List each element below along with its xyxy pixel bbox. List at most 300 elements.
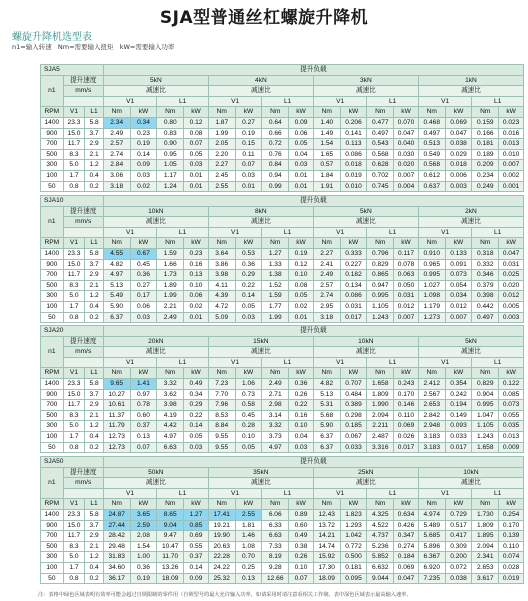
value-cell: 0.110	[499, 541, 524, 552]
value-cell: 2.74	[313, 291, 340, 302]
load-value: 1kN	[418, 75, 523, 86]
value-cell: 0.37	[184, 552, 209, 563]
value-cell: 0.57	[313, 160, 340, 171]
value-cell: 0.15	[235, 139, 262, 150]
value-cell: 0.095	[340, 573, 367, 584]
rpm-cell: 700	[41, 400, 64, 411]
value-cell: 0.965	[418, 259, 445, 270]
value-cell: 11.70	[157, 552, 184, 563]
value-cell: 5.8	[85, 378, 104, 389]
ratio-v1: V1	[418, 488, 472, 499]
value-cell: 0.2	[85, 442, 104, 453]
table-row	[41, 248, 524, 259]
value-cell: 0.426	[394, 520, 419, 531]
value-cell: 4.325	[367, 509, 394, 520]
kw-header: kW	[184, 368, 209, 379]
value-cell: 1.06	[235, 378, 262, 389]
value-cell: 3.64	[208, 248, 235, 259]
kw-header: kW	[445, 238, 472, 249]
value-cell: 6.63	[157, 442, 184, 453]
value-cell: 0.60	[289, 520, 314, 531]
value-cell: 0.637	[418, 181, 445, 192]
value-cell: 2.653	[418, 400, 445, 411]
rpm-header: RPM	[41, 368, 64, 379]
value-cell: 0.234	[472, 170, 499, 181]
value-cell: 1.027	[418, 280, 445, 291]
value-cell: 3.62	[157, 389, 184, 400]
value-cell: 3.18	[313, 312, 340, 323]
value-cell: 17.30	[313, 562, 340, 573]
value-cell: 4.39	[208, 291, 235, 302]
value-cell: 1.59	[262, 291, 289, 302]
blank-cell	[63, 227, 103, 238]
value-cell: 1.273	[418, 312, 445, 323]
data-table	[40, 325, 524, 453]
value-cell: 1.658	[472, 442, 499, 453]
rpm-header: RPM	[41, 107, 64, 118]
value-cell: 1.243	[367, 312, 394, 323]
load-value: 15kN	[208, 336, 313, 347]
value-cell: 0.047	[499, 248, 524, 259]
value-cell: 0.063	[394, 270, 419, 281]
load-value: 35kN	[208, 467, 313, 478]
value-cell: 1.7	[63, 301, 85, 312]
l1-header: L1	[85, 499, 104, 510]
value-cell: 0.028	[499, 562, 524, 573]
value-cell: 0.76	[262, 149, 289, 160]
ratio-v1: V1	[313, 357, 367, 368]
value-cell: 1.179	[418, 301, 445, 312]
value-cell: 6.37	[313, 431, 340, 442]
speed-header: 提升速度	[63, 206, 103, 217]
value-cell: 0.14	[184, 562, 209, 573]
value-cell: 0.4	[85, 301, 104, 312]
value-cell: 1.40	[313, 117, 340, 128]
value-cell: 0.047	[394, 128, 419, 139]
value-cell: 0.06	[130, 301, 157, 312]
value-cell: 0.005	[499, 301, 524, 312]
value-cell: 0.89	[289, 509, 314, 520]
value-cell: 0.468	[418, 117, 445, 128]
table-row	[41, 541, 524, 552]
value-cell: 9.28	[262, 562, 289, 573]
value-cell: 0.22	[184, 410, 209, 421]
value-cell: 11.7	[63, 531, 85, 542]
value-cell: 0.02	[289, 301, 314, 312]
value-cell: 3.14	[262, 410, 289, 421]
value-cell: 1.41	[130, 378, 157, 389]
value-cell: 0.242	[445, 389, 472, 400]
value-cell: 0.023	[499, 117, 524, 128]
value-cell: 0.033	[445, 431, 472, 442]
value-cell: 1.27	[184, 509, 209, 520]
value-cell: 0.034	[445, 291, 472, 302]
value-cell: 5.0	[63, 421, 85, 432]
value-cell: 5.13	[103, 280, 130, 291]
nm-header: Nm	[157, 499, 184, 510]
ratio-l1: L1	[157, 357, 208, 368]
value-cell: 2.9	[85, 139, 104, 150]
value-cell: 0.707	[340, 378, 367, 389]
load-header: 提升负载	[103, 65, 523, 76]
kw-header: kW	[235, 238, 262, 249]
table-row	[41, 280, 524, 291]
value-cell: 1.66	[157, 259, 184, 270]
value-cell: 0.05	[235, 442, 262, 453]
value-cell: 0.073	[445, 270, 472, 281]
ratio-v1: V1	[208, 488, 262, 499]
value-cell: 1.91	[313, 181, 340, 192]
table-row	[41, 312, 524, 323]
value-cell: 15.0	[63, 389, 85, 400]
value-cell: 9.044	[367, 573, 394, 584]
nm-header: Nm	[208, 368, 235, 379]
load-header: 提升负载	[103, 196, 523, 207]
value-cell: 2.98	[262, 400, 289, 411]
value-cell: 2.27	[208, 160, 235, 171]
value-cell: 1.2	[85, 552, 104, 563]
data-table	[40, 64, 524, 192]
table-row	[41, 562, 524, 573]
value-cell: 0.346	[472, 270, 499, 281]
ratio-v1: V1	[313, 227, 367, 238]
value-cell: 18.09	[313, 573, 340, 584]
rpm-header: RPM	[41, 499, 64, 510]
section-subtitle: 螺旋升降机选型表	[12, 32, 92, 43]
value-cell: 0.06	[289, 128, 314, 139]
value-cell: 1.809	[367, 389, 394, 400]
value-cell: 0.49	[289, 531, 314, 542]
value-cell: 31.83	[103, 552, 130, 563]
value-cell: 9.55	[208, 442, 235, 453]
value-cell: 0.026	[394, 431, 419, 442]
value-cell: 0.033	[340, 442, 367, 453]
value-cell: 9.55	[208, 431, 235, 442]
value-cell: 8.19	[262, 552, 289, 563]
value-cell: 0.035	[499, 421, 524, 432]
value-cell: 0.149	[445, 410, 472, 421]
value-cell: 5.8	[85, 509, 104, 520]
value-cell: 0.012	[445, 301, 472, 312]
value-cell: 0.007	[445, 312, 472, 323]
value-cell: 2.21	[157, 301, 184, 312]
value-cell: 2.842	[418, 410, 445, 421]
value-cell: 0.12	[289, 259, 314, 270]
nm-header: Nm	[208, 107, 235, 118]
value-cell: 0.03	[130, 312, 157, 323]
value-cell: 0.38	[289, 541, 314, 552]
value-cell: 7.96	[208, 400, 235, 411]
ratio-header: 减速比	[313, 347, 418, 358]
value-cell: 2.34	[103, 117, 130, 128]
ratio-header: 减速比	[103, 478, 208, 489]
value-cell: 0.184	[394, 552, 419, 563]
value-cell: 0.040	[394, 139, 419, 150]
value-cell: 0.170	[394, 389, 419, 400]
rpm-cell: 500	[41, 149, 64, 160]
ratio-v1: V1	[208, 227, 262, 238]
value-cell: 36.17	[103, 573, 130, 584]
value-cell: 5.8	[85, 248, 104, 259]
value-cell: 0.110	[394, 410, 419, 421]
value-cell: 5.49	[103, 291, 130, 302]
nm-header: Nm	[208, 238, 235, 249]
value-cell: 1.24	[157, 181, 184, 192]
value-cell: 2.95	[313, 301, 340, 312]
value-cell: 11.7	[63, 139, 85, 150]
ratio-header: 减速比	[313, 86, 418, 97]
value-cell: 0.16	[289, 410, 314, 421]
value-cell: 15.0	[63, 259, 85, 270]
nm-header: Nm	[313, 107, 340, 118]
ratio-header: 减速比	[208, 217, 313, 228]
kw-header: kW	[445, 107, 472, 118]
value-cell: 0.139	[499, 531, 524, 542]
value-cell: 2.74	[103, 149, 130, 160]
speed-header: 提升速度	[63, 75, 103, 86]
value-cell: 1.08	[235, 541, 262, 552]
value-cell: 5.68	[313, 410, 340, 421]
rpm-cell: 50	[41, 181, 64, 192]
value-cell: 11.79	[103, 421, 130, 432]
value-cell: 0.34	[130, 117, 157, 128]
value-cell: 0.8	[63, 312, 85, 323]
value-cell: 0.11	[235, 149, 262, 160]
speed-unit: mm/s	[63, 217, 103, 228]
value-cell: 5.0	[63, 160, 85, 171]
value-cell: 3.7	[85, 389, 104, 400]
load-value: 10kN	[103, 206, 208, 217]
value-cell: 0.078	[394, 259, 419, 270]
kw-header: kW	[289, 238, 314, 249]
value-cell: 4.97	[103, 270, 130, 281]
kw-header: kW	[394, 107, 419, 118]
value-cell: 0.543	[367, 139, 394, 150]
value-cell: 0.53	[235, 248, 262, 259]
value-cell: 0.829	[367, 259, 394, 270]
ratio-l1: L1	[367, 488, 418, 499]
rpm-cell: 100	[41, 301, 64, 312]
value-cell: 0.074	[499, 552, 524, 563]
value-cell: 2.71	[262, 389, 289, 400]
nm-header: Nm	[313, 238, 340, 249]
value-cell: 0.047	[394, 573, 419, 584]
value-cell: 4.72	[208, 301, 235, 312]
ratio-l1: L1	[367, 357, 418, 368]
value-cell: 1.990	[367, 400, 394, 411]
ratio-l1: L1	[472, 96, 524, 107]
ratio-v1: V1	[418, 227, 472, 238]
value-cell: 17.41	[208, 509, 235, 520]
value-cell: 0.072	[445, 562, 472, 573]
ratio-l1: L1	[262, 357, 313, 368]
value-cell: 0.27	[130, 280, 157, 291]
value-cell: 0.03	[289, 442, 314, 453]
ratio-header: 减速比	[208, 478, 313, 489]
ratio-l1: L1	[472, 488, 524, 499]
value-cell: 0.745	[367, 181, 394, 192]
value-cell: 0.134	[340, 280, 367, 291]
value-cell: 0.12	[184, 117, 209, 128]
value-cell: 29.48	[103, 541, 130, 552]
value-cell: 3.617	[472, 573, 499, 584]
value-cell: 0.332	[472, 259, 499, 270]
value-cell: 0.70	[235, 552, 262, 563]
value-cell: 0.69	[184, 531, 209, 542]
value-cell: 0.085	[499, 389, 524, 400]
value-cell: 4.974	[418, 509, 445, 520]
rpm-cell: 100	[41, 170, 64, 181]
value-cell: 13.26	[157, 562, 184, 573]
rpm-cell: 900	[41, 389, 64, 400]
data-table	[40, 456, 524, 584]
value-cell: 2.653	[472, 562, 499, 573]
value-cell: 2.1	[85, 541, 104, 552]
rpm-cell: 500	[41, 541, 64, 552]
value-cell: 0.185	[340, 421, 367, 432]
load-value: 8kN	[208, 206, 313, 217]
value-cell: 0.017	[340, 312, 367, 323]
value-cell: 4.737	[367, 531, 394, 542]
value-cell: 2.08	[130, 531, 157, 542]
value-cell: 19.21	[208, 520, 235, 531]
value-cell: 0.05	[289, 291, 314, 302]
value-cell: 0.947	[367, 280, 394, 291]
value-cell: 4.82	[313, 378, 340, 389]
nm-header: Nm	[367, 499, 394, 510]
value-cell: 1.99	[157, 291, 184, 302]
kw-header: kW	[289, 107, 314, 118]
ratio-header: 减速比	[313, 217, 418, 228]
value-cell: 15.92	[313, 552, 340, 563]
table-row	[41, 421, 524, 432]
value-cell: 0.007	[394, 312, 419, 323]
value-cell: 0.146	[394, 400, 419, 411]
value-cell: 0.628	[367, 160, 394, 171]
rpm-cell: 300	[41, 291, 64, 302]
load-value: 20kN	[103, 336, 208, 347]
value-cell: 0.07	[184, 139, 209, 150]
value-cell: 0.02	[130, 181, 157, 192]
ratio-v1: V1	[418, 357, 472, 368]
value-cell: 0.94	[262, 170, 289, 181]
ratio-v1: V1	[103, 488, 157, 499]
rpm-cell: 900	[41, 128, 64, 139]
value-cell: 1.7	[63, 431, 85, 442]
load-value: 10kN	[313, 336, 418, 347]
value-cell: 1.809	[472, 520, 499, 531]
nm-header: Nm	[418, 107, 445, 118]
value-cell: 0.073	[499, 400, 524, 411]
value-cell: 0.22	[235, 280, 262, 291]
value-cell: 0.122	[499, 378, 524, 389]
rpm-cell: 50	[41, 312, 64, 323]
speed-header: 提升速度	[63, 336, 103, 347]
nm-header: Nm	[472, 238, 499, 249]
value-cell: 0.4	[85, 562, 104, 573]
table-row	[41, 531, 524, 542]
value-cell: 0.27	[235, 117, 262, 128]
value-cell: 0.14	[235, 291, 262, 302]
kw-header: kW	[499, 368, 524, 379]
value-cell: 0.995	[367, 291, 394, 302]
value-cell: 0.84	[262, 160, 289, 171]
nm-header: Nm	[262, 238, 289, 249]
value-cell: 2.1	[85, 149, 104, 160]
value-cell: 1.99	[262, 312, 289, 323]
value-cell: 3.7	[85, 128, 104, 139]
value-cell: 6.37	[103, 312, 130, 323]
rpm-cell: 1400	[41, 378, 64, 389]
value-cell: 4.82	[103, 259, 130, 270]
value-cell: 0.006	[445, 170, 472, 181]
value-cell: 1.38	[262, 270, 289, 281]
value-cell: 4.11	[208, 280, 235, 291]
value-cell: 2.1	[85, 410, 104, 421]
value-cell: 3.73	[262, 431, 289, 442]
ratio-header: 减速比	[103, 347, 208, 358]
value-cell: 0.003	[445, 181, 472, 192]
kw-header: kW	[130, 238, 157, 249]
value-cell: 0.634	[394, 509, 419, 520]
value-cell: 0.25	[235, 562, 262, 573]
value-cell: 0.298	[340, 410, 367, 421]
value-cell: 0.829	[472, 378, 499, 389]
speed-unit: mm/s	[63, 86, 103, 97]
kw-header: kW	[235, 107, 262, 118]
value-cell: 0.26	[289, 389, 314, 400]
value-cell: 3.32	[262, 421, 289, 432]
value-cell: 0.01	[184, 181, 209, 192]
value-cell: 0.03	[130, 170, 157, 181]
value-cell: 0.009	[499, 442, 524, 453]
table-row	[41, 389, 524, 400]
value-cell: 1.658	[367, 378, 394, 389]
value-cell: 0.500	[340, 552, 367, 563]
value-cell: 0.73	[235, 389, 262, 400]
value-cell: 0.2	[85, 573, 104, 584]
value-cell: 3.98	[157, 400, 184, 411]
value-cell: 0.13	[235, 573, 262, 584]
value-cell: 2.49	[157, 312, 184, 323]
value-cell: 3.183	[418, 431, 445, 442]
load-value: 25kN	[313, 467, 418, 478]
value-cell: 0.22	[289, 400, 314, 411]
value-cell: 0.182	[340, 270, 367, 281]
value-cell: 0.865	[367, 270, 394, 281]
value-cell: 0.389	[340, 400, 367, 411]
value-cell: 1.895	[472, 531, 499, 542]
value-cell: 0.90	[157, 139, 184, 150]
value-cell: 0.227	[340, 259, 367, 270]
value-cell: 5.0	[63, 291, 85, 302]
value-cell: 0.050	[394, 280, 419, 291]
value-cell: 0.166	[472, 128, 499, 139]
model-label: SJA20	[41, 326, 104, 337]
value-cell: 0.007	[394, 170, 419, 181]
value-cell: 0.333	[340, 248, 367, 259]
value-cell: 1.99	[208, 128, 235, 139]
value-cell: 9.65	[103, 378, 130, 389]
load-value: 4kN	[208, 75, 313, 86]
value-cell: 0.010	[340, 181, 367, 192]
value-cell: 0.170	[499, 520, 524, 531]
value-cell: 0.020	[394, 160, 419, 171]
table-row	[41, 573, 524, 584]
value-cell: 4.42	[157, 421, 184, 432]
value-cell: 2.9	[85, 270, 104, 281]
value-cell: 11.37	[103, 410, 130, 421]
